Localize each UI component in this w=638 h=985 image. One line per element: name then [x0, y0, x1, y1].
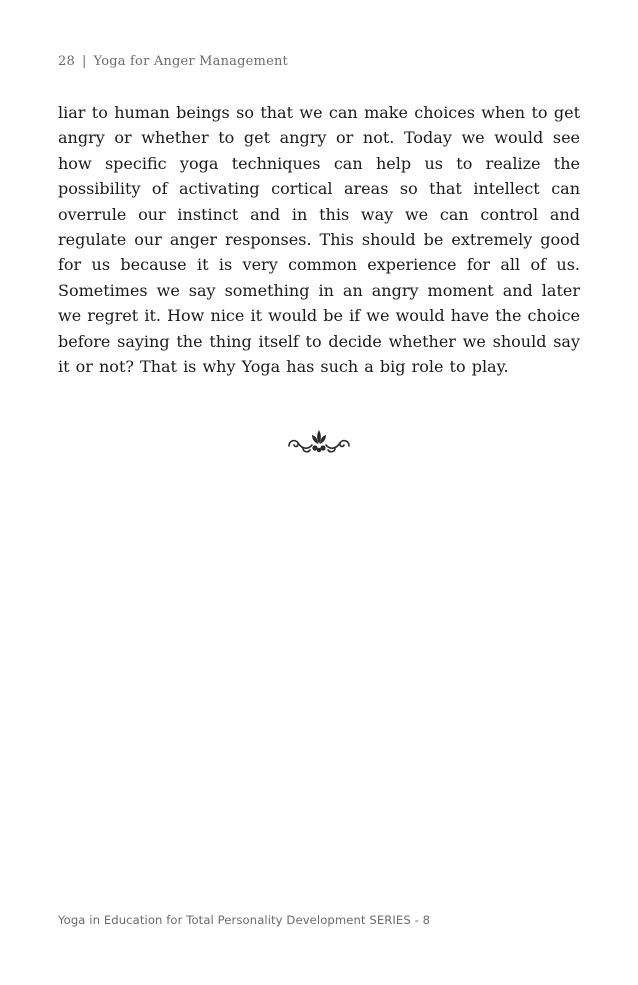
book-title: Yoga for Anger Management [93, 54, 288, 69]
body-paragraph: liar to human beings so that we can make choices when to get angry or whether to get angry or not. Today we would see how specific yoga techniques can help us to realize the possibility of activating cortical areas so that intellect can overrule our instinct and in this way we can control and regulate our anger responses. This should be extremely good for us because it is very common experience for all of us. Sometimes we say something in an angry moment and later we regret it. How nice it would be if we would have the choice before saying the thing itself to decide whether we should say it or not? That is why Yoga has such a big role to play. [58, 103, 580, 377]
flourish-divider-icon [286, 428, 352, 456]
header-separator: | [81, 54, 87, 69]
running-header [58, 54, 288, 69]
series-footer: Yoga in Education for Total Personality Development SERIES - 8 [58, 913, 431, 927]
page-number: 28 [58, 54, 75, 69]
